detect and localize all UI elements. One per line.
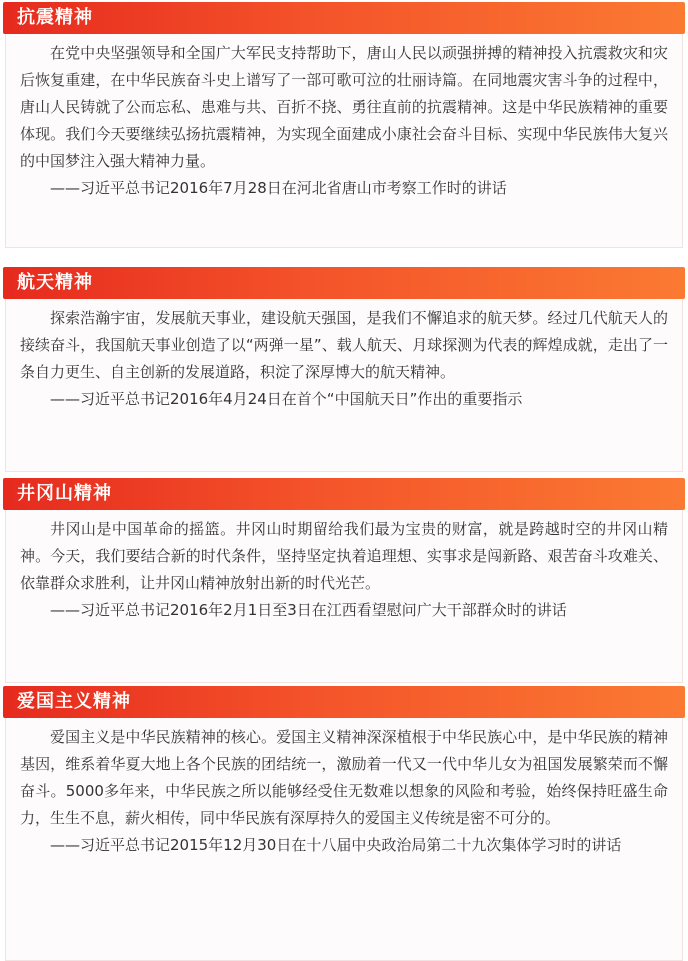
quote-source: ——习近平总书记2016年2月1日至3日在江西看望慰问广大干部群众时的讲话 (50, 601, 567, 619)
quote-paragraph: 探索浩瀚宇宙，发展航天事业，建设航天强国，是我们不懈追求的航天梦。经过几代航天人的接续奋斗，我国航天事业创造了以“两弹一星”、载人航天、月球探测为代表的辉煌成就，走出了一条自力更生、自主创新的发展道路，积淀了深厚博大的航天精神。 (20, 309, 668, 381)
quote-paragraph: 在党中央坚强领导和全国广大军民支持帮助下，唐山人民以顽强拼搏的精神投入抗震救灾和灾后恢复重建，在中华民族奋斗史上谱写了一部可歌可泣的壮丽诗篇。在同地震灾害斗争的过程中，唐山人民铸就了公而忘私、患难与共、百折不挠、勇往直前的抗震精神。这是中华民族精神的重要体现。我们今天要继续弘扬抗震精神，为实现全面建成小康社会奋斗目标、实现中华民族伟大复兴的中国梦注入强大精神力量。 (20, 44, 668, 170)
quote-source: ——习近平总书记2016年7月28日在河北省唐山市考察工作时的讲话 (50, 179, 507, 197)
section-header-kangzhen (3, 2, 685, 34)
section-body-kangzhen (5, 34, 683, 248)
section-body-hangtian (5, 299, 683, 472)
section-title: 航天精神 (17, 272, 93, 293)
section-title: 爱国主义精神 (17, 691, 131, 712)
quote-paragraph: 爱国主义是中华民族精神的核心。爱国主义精神深深植根于中华民族心中，是中华民族的精神基因，维系着华夏大地上各个民族的团结统一，激励着一代又一代中华儿女为祖国发展繁荣而不懈奋斗。5000多年来，中华民族之所以能够经受住无数难以想象的风险和考验，始终保持旺盛生命力，生生不息，薪火相传，同中华民族有深厚持久的爱国主义传统是密不可分的。 (20, 728, 668, 827)
section-header-jinggangshan (3, 478, 685, 510)
section-body-jinggangshan (5, 510, 683, 683)
quote-source: ——习近平总书记2016年4月24日在首个“中国航天日”作出的重要指示 (50, 390, 523, 408)
section-aiguozhuyi (3, 686, 685, 961)
section-body-aiguozhuyi (5, 718, 683, 961)
quote-paragraph: 井冈山是中国革命的摇篮。井冈山时期留给我们最为宝贵的财富，就是跨越时空的井冈山精神。今天，我们要结合新的时代条件，坚持坚定执着追理想、实事求是闯新路、艰苦奋斗攻难关、依靠群众求胜利，让井冈山精神放射出新的时代光芒。 (20, 520, 668, 592)
section-header-aiguozhuyi (3, 686, 685, 718)
quote-source: ——习近平总书记2015年12月30日在十八届中央政治局第二十九次集体学习时的讲话 (50, 836, 622, 854)
section-title: 井冈山精神 (17, 483, 112, 504)
section-jinggangshan (3, 478, 685, 683)
section-kangzhen (3, 2, 685, 248)
section-hangtian (3, 267, 685, 472)
section-title: 抗震精神 (17, 7, 93, 28)
section-header-hangtian (3, 267, 685, 299)
